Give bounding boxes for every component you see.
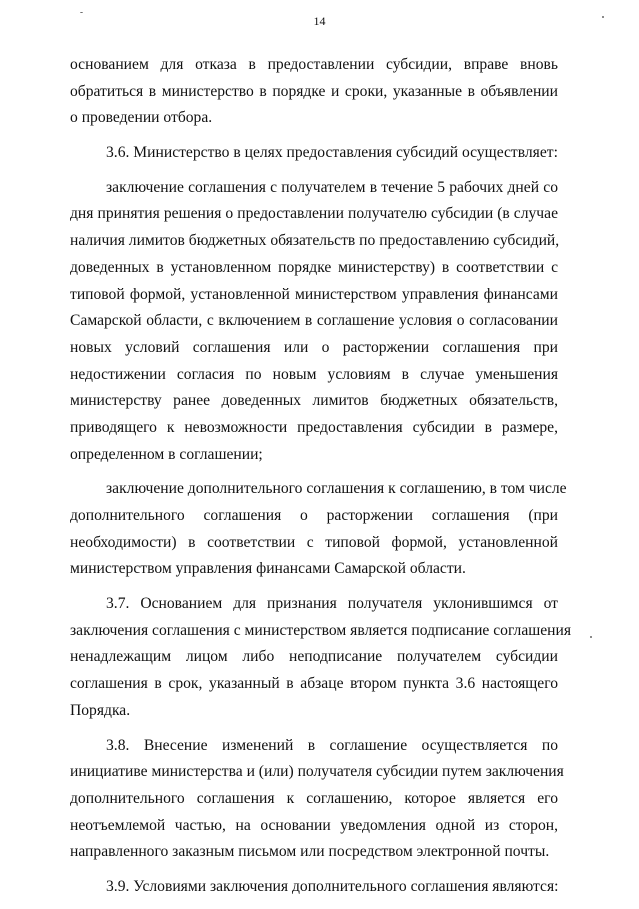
paragraph-line: недостижении согласия по новым условиям в случае уменьшения	[70, 365, 558, 383]
paragraph-line: Порядка.	[70, 701, 131, 719]
paragraph-line: приводящего к невозможности предоставления субсидии в размере,	[70, 418, 558, 436]
paragraph-line: министерству ранее доведенных лимитов бюджетных обязательств,	[70, 392, 558, 410]
paragraph-line: основанием для отказа в предоставлении субсидии, вправе вновь	[70, 56, 558, 73]
paragraph-line: неотъемлемой частью, на основании уведомления одной из сторон,	[70, 816, 558, 834]
page-number: 14	[313, 14, 326, 28]
paragraph-line: 3.9. Условиями заключения дополнительного соглашения являются:	[106, 877, 559, 895]
paragraph	[70, 175, 558, 469]
paragraph-line: типовой формой, установленной министерством управления финансами	[70, 285, 558, 303]
paragraph	[70, 733, 564, 866]
paragraph-line: соглашения в срок, указанный в абзаце втором пункта 3.6 настоящего	[70, 675, 558, 693]
paragraph	[70, 52, 558, 132]
paragraph-line: обратиться в министерство в порядке и сроки, указанные в объявлении	[70, 82, 558, 100]
document-body	[70, 52, 572, 909]
paragraph-line: необходимости) в соответствии с типовой формой, установленной	[70, 533, 558, 551]
paragraph-line: дополнительного соглашения о расторжении соглашения (при	[70, 507, 558, 524]
scan-speck	[80, 12, 83, 13]
paragraph	[70, 476, 567, 583]
paragraph-line: дополнительного соглашения к соглашению, которое является его	[70, 789, 558, 807]
paragraph-line: инициативе министерства и (или) получателя субсидии путем заключения	[70, 763, 564, 781]
paragraph-line: определенном в соглашении;	[70, 445, 263, 463]
scan-speck	[590, 636, 592, 638]
paragraph-line: 3.6. Министерство в целях предоставления субсидий осуществляет:	[106, 144, 558, 162]
paragraph-line: 3.7. Основанием для признания получателя уклонившимся от	[106, 595, 558, 613]
paragraph	[70, 591, 572, 724]
paragraph-line: дня принятия решения о предоставлении получателю субсидии (в случае	[70, 205, 558, 223]
paragraph-line: о проведении отбора.	[70, 109, 213, 127]
paragraph-line: 3.8. Внесение изменений в соглашение осуществляется по	[106, 736, 558, 754]
paragraph-line: министерством управления финансами Самарской области.	[70, 560, 466, 578]
paragraph-line: заключение соглашения с получателем в течение 5 рабочих дней со	[106, 178, 558, 196]
paragraph-line: наличия лимитов бюджетных обязательств по предоставлению субсидий,	[70, 232, 560, 250]
paragraph-line: новых условий соглашения или о расторжении соглашения при	[70, 338, 558, 356]
paragraph-line: Самарской области, с включением в соглашение условия о согласовании	[70, 312, 558, 330]
paragraph-line: ненадлежащим лицом либо неподписание получателем субсидии	[70, 648, 558, 666]
paragraph	[70, 140, 558, 167]
paragraph-line: доведенных в установленном порядке министерству) в соответствии с	[70, 258, 558, 276]
paragraph-line: заключение дополнительного соглашения к соглашению, в том числе	[106, 480, 567, 498]
scan-speck	[602, 16, 604, 18]
paragraph-line: заключения соглашения с министерством является подписание соглашения	[70, 621, 572, 639]
paragraph-line: направленного заказным письмом или посредством электронной почты.	[70, 843, 550, 861]
paragraph	[70, 874, 558, 901]
